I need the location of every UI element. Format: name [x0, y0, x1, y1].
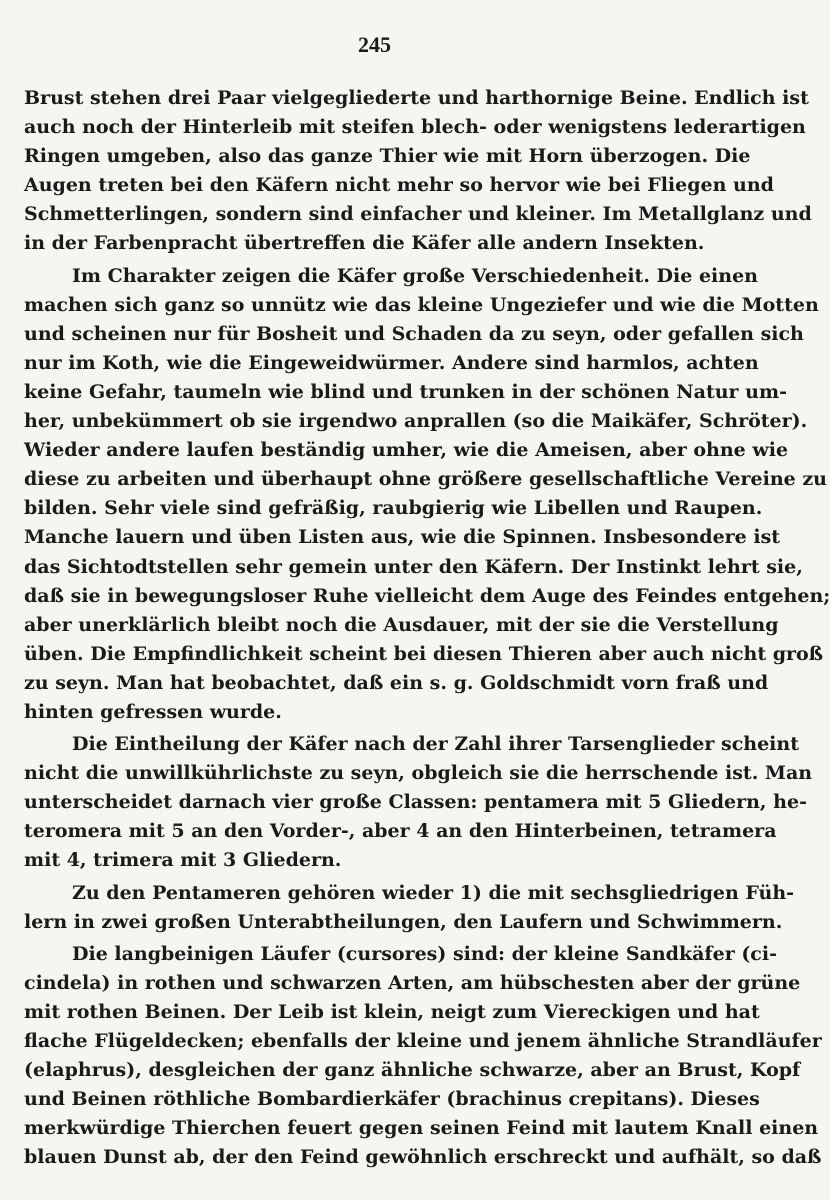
text-line: zu seyn. Man hat beobachtet, daß ein s. g. Goldschmidt vorn fraß und	[24, 671, 769, 694]
text-line: und scheinen nur für Bosheit und Schaden da zu seyn, oder gefallen sich	[24, 322, 804, 345]
body-text	[24, 84, 830, 1172]
text-line: blauen Dunst ab, der den Feind gewöhnlich erschreckt und aufhält, so daß	[24, 1146, 822, 1169]
text-line: Die langbeinigen Läufer (cursores) sind: der kleine Sandkäfer (ci-	[72, 942, 777, 965]
text-line: Augen treten bei den Käfern nicht mehr so hervor wie bei Fliegen und	[24, 174, 774, 197]
page-number: 245	[358, 32, 391, 57]
text-line: bilden. Sehr viele sind gefräßig, raubgierig wie Libellen und Raupen.	[24, 497, 763, 520]
text-line: her, unbekümmert ob sie irgendwo anprallen (so die Maikäfer, Schröter).	[24, 410, 808, 433]
text-line: Zu den Pentameren gehören wieder 1) die mit sechsgliedrigen Füh-	[72, 881, 795, 904]
text-line: Manche lauern und üben Listen aus, wie die Spinnen. Insbesondere ist	[24, 526, 781, 549]
text-line: Ringen umgeben, also das ganze Thier wie mit Horn überzogen. Die	[24, 145, 751, 168]
paragraph	[24, 730, 813, 875]
text-line: Im Charakter zeigen die Käfer große Verschiedenheit. Die einen	[72, 264, 758, 287]
text-line: nicht die unwillkührlichste zu seyn, obgleich sie die herrschende ist. Man	[24, 762, 813, 785]
text-line: auch noch der Hinterleib mit steifen blech- oder wenigstens lederartigen	[24, 116, 806, 139]
text-line: in der Farbenpracht übertreffen die Käfer alle andern Insekten.	[24, 232, 705, 255]
text-line: machen sich ganz so unnütz wie das kleine Ungeziefer und wie die Motten	[24, 293, 819, 316]
text-line: merkwürdige Thierchen feuert gegen seinen Feind mit lautem Knall einen	[24, 1117, 819, 1140]
paragraph	[24, 84, 812, 259]
text-line: das Sichtodtstellen sehr gemein unter den Käfern. Der Instinkt lehrt sie,	[24, 555, 803, 578]
text-line: Die Eintheilung der Käfer nach der Zahl ihrer Tarsenglieder scheint	[72, 733, 799, 756]
text-line: diese zu arbeiten und überhaupt ohne größere gesellschaftliche Vereine zu	[24, 468, 827, 491]
text-line: mit 4, trimera mit 3 Gliedern.	[24, 849, 342, 872]
text-line: Wieder andere laufen beständig umher, wie die Ameisen, aber ohne wie	[24, 439, 789, 462]
text-line: Brust stehen drei Paar vielgegliederte und harthornige Beine. Endlich ist	[24, 87, 809, 109]
paragraph	[24, 262, 830, 728]
text-line: (elaphrus), desgleichen der ganz ähnliche schwarze, aber an Brust, Kopf	[24, 1059, 801, 1082]
text-line: daß sie in bewegungsloser Ruhe vielleicht dem Auge des Feindes entgehen;	[24, 584, 830, 607]
text-line: cindela) in rothen und schwarzen Arten, am hübschesten aber der grüne	[24, 971, 801, 994]
text-line: hinten gefressen wurde.	[24, 700, 282, 723]
text-line: lern in zwei großen Unterabtheilungen, den Laufern und Schwimmern.	[24, 910, 783, 933]
text-line: Schmetterlingen, sondern sind einfacher und kleiner. Im Metallglanz und	[24, 203, 812, 226]
text-line: teromera mit 5 an den Vorder-, aber 4 an den Hinterbeinen, tetramera	[24, 820, 777, 843]
text-line: aber unerklärlich bleibt noch die Ausdauer, mit der sie die Verstellung	[24, 613, 779, 636]
text-line: nur im Koth, wie die Eingeweidwürmer. Andere sind harmlos, achten	[24, 351, 759, 374]
text-line: üben. Die Empfindlichkeit scheint bei diesen Thieren aber auch nicht groß	[24, 642, 824, 665]
paragraph	[24, 879, 795, 937]
text-line: flache Flügeldecken; ebenfalls der kleine und jenem ähnliche Strandläufer	[24, 1030, 822, 1052]
paragraph	[24, 940, 822, 1173]
text-line: mit rothen Beinen. Der Leib ist klein, neigt zum Viereckigen und hat	[24, 1000, 760, 1023]
text-line: und Beinen röthliche Bombardierkäfer (brachinus crepitans). Dieses	[24, 1088, 760, 1111]
text-line: keine Gefahr, taumeln wie blind und trunken in der schönen Natur um-	[24, 380, 787, 403]
text-line: unterscheidet darnach vier große Classen: pentamera mit 5 Gliedern, he-	[24, 791, 807, 814]
